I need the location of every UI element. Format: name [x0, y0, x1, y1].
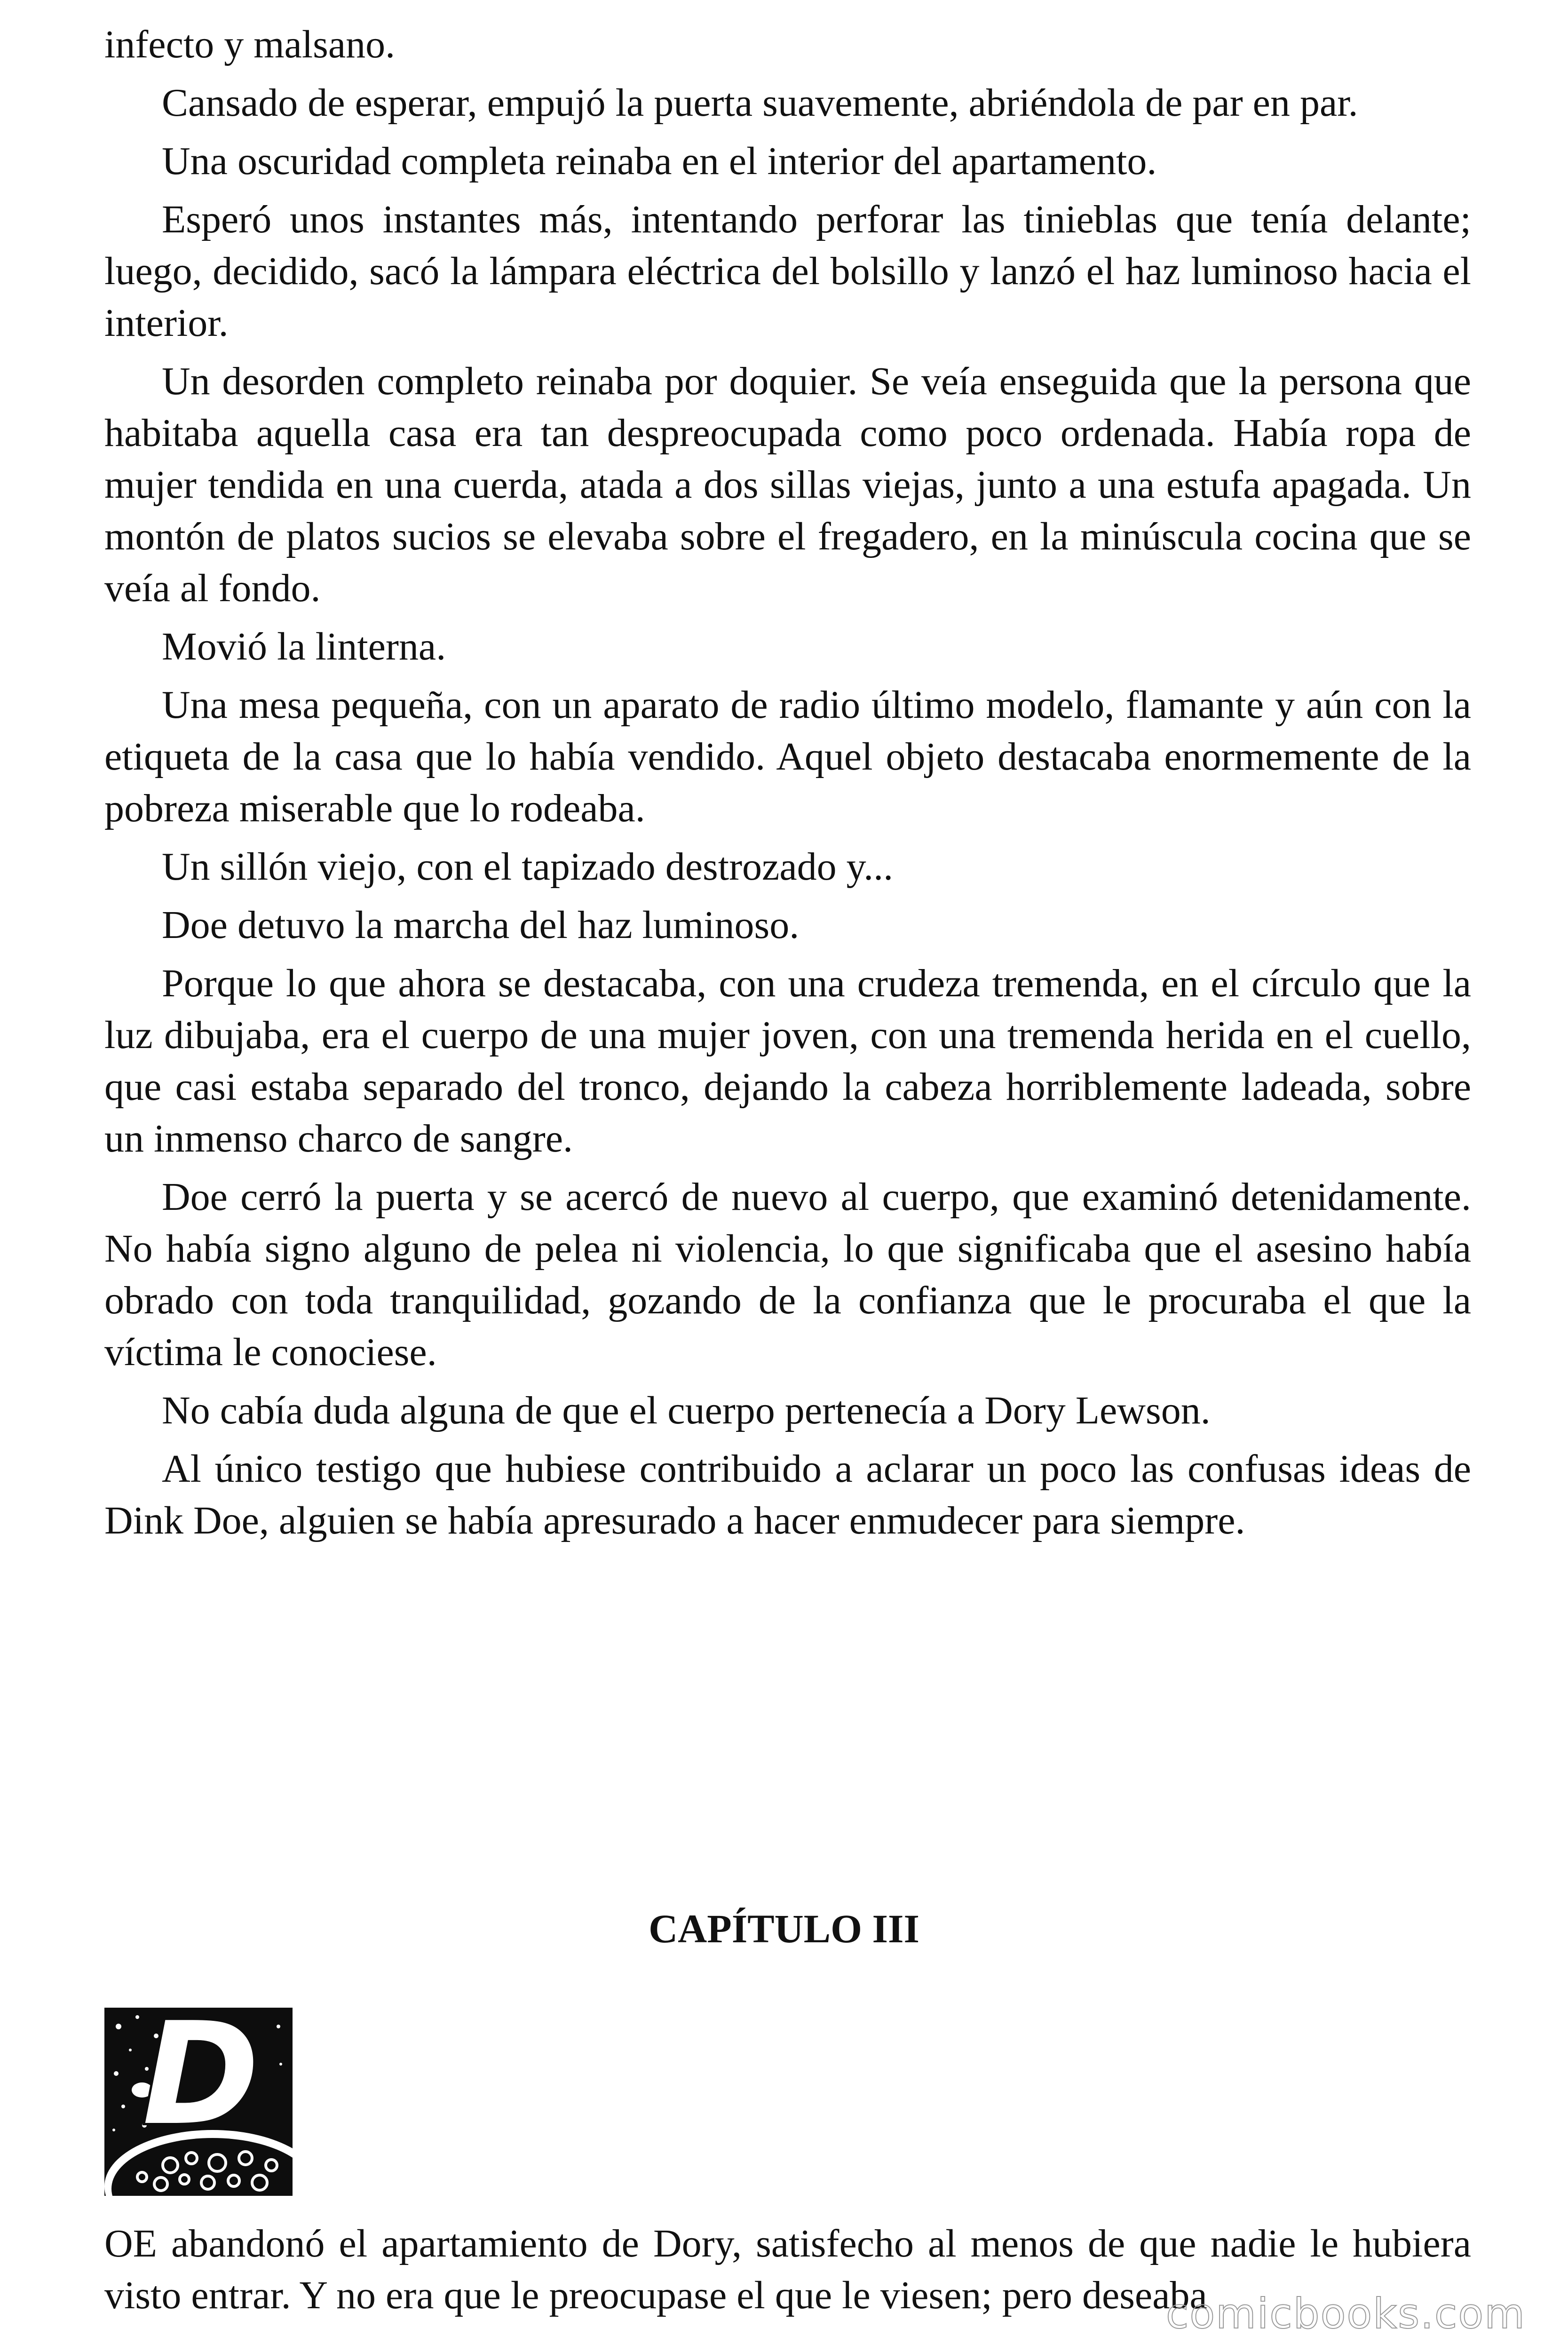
dropcap-illustration [104, 2008, 293, 2196]
paragraph: Cansado de esperar, empujó la puerta suavemente, abriéndola de par en par. [162, 81, 1358, 125]
paragraph: OE abandonó el apartamiento de Dory, satisfecho al menos de que nadie le hubiera visto entrar. Y no era que le preocupase el que le viesen; pero deseaba [104, 2222, 1471, 2317]
paragraph: Doe detuvo la marcha del haz luminoso. [162, 903, 800, 947]
paragraph: No cabía duda alguna de que el cuerpo pertenecía a Dory Lewson. [162, 1389, 1211, 1432]
dropcap-letter-d-icon [104, 2008, 293, 2196]
paragraph: Al único testigo que hubiese contribuido a aclarar un poco las confusas ideas de Dink Doe, alguien se había apresurado a hacer enmudecer para siempre. [104, 1447, 1471, 1542]
paragraph: Esperó unos instantes más, intentando perforar las tinieblas que tenía delante; luego, decidido, sacó la lámpara eléctrica del bolsillo y lanzó el haz luminoso hacia el interior. [104, 198, 1471, 345]
paragraph: Una mesa pequeña, con un aparato de radio último modelo, flamante y aún con la etiqueta de la casa que lo había vendido. Aquel objeto destacaba enormemente de la pobreza miserable que lo rodeaba. [104, 683, 1471, 830]
paragraph: Movió la linterna. [162, 625, 446, 668]
svg-text:D: D [142, 2008, 260, 2156]
paragraph: Un desorden completo reinaba por doquier. Se veía enseguida que la persona que habitaba aquella casa era tan despreocupada como poco ordenada. Había ropa de mujer tendida en una cuerda, atada a dos sillas viejas, junto a una estufa apagada. Un montón de platos sucios se elevaba sobre el fregadero, en la minúscula cocina que se veía al fondo. [104, 359, 1471, 610]
paragraph: Doe cerró la puerta y se acercó de nuevo al cuerpo, que examinó detenidamente. No había signo alguno de pelea ni violencia, lo que significaba que el asesino había obrado con toda tranquilidad, gozando de la confianza que le procuraba el que la víctima le conociese. [104, 1175, 1471, 1374]
watermark: comicbooks.com [1165, 2289, 1526, 2338]
chapter-heading: CAPÍTULO III [649, 1906, 919, 1951]
paragraph: Una oscuridad completa reinaba en el interior del apartamento. [162, 139, 1157, 183]
paragraph: Un sillón viejo, con el tapizado destrozado y... [162, 845, 894, 889]
paragraph: Porque lo que ahora se destacaba, con una crudeza tremenda, en el círculo que la luz dibujaba, era el cuerpo de una mujer joven, con una tremenda herida en el cuello, que casi estaba separado del tronco, dejando la cabeza horriblemente ladeada, sobre un inmenso charco de sangre. [104, 961, 1471, 1160]
paragraph: infecto y malsano. [104, 23, 396, 66]
page-body [104, 19, 1471, 1553]
